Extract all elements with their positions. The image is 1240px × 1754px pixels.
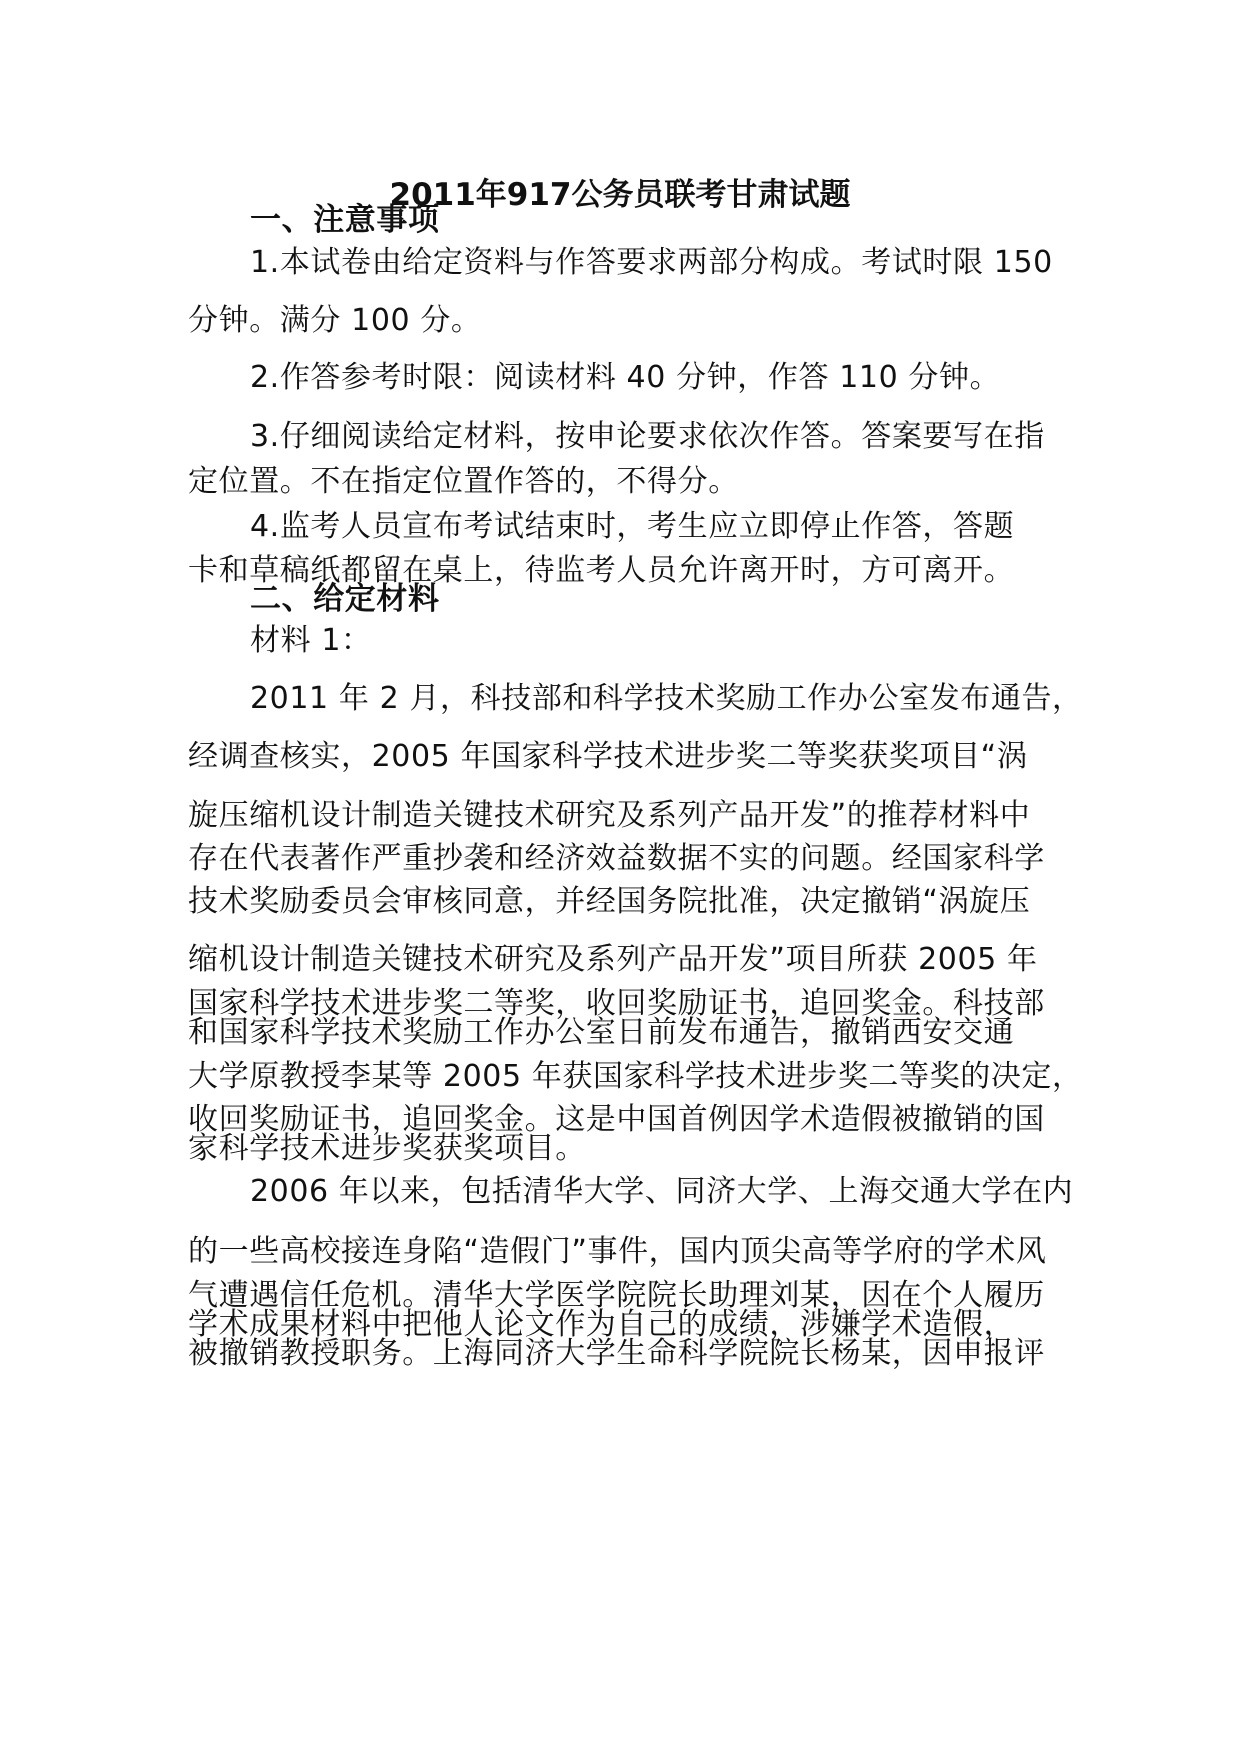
para2-line-5: 被撤销教授职务。上海同济大学生命科学院院长杨某，因申报评 xyxy=(188,1336,1045,1371)
para2-line-3: 气遭遇信任危机。清华大学医学院院长助理刘某，因在个人履历 xyxy=(188,1278,1045,1313)
para2-line-2: 的一些高校接连身陷“造假门”事件，国内顶尖高等学府的学术风 xyxy=(188,1234,1047,1269)
notice-item-1-line-2: 分钟。满分 100 分。 xyxy=(188,303,482,338)
para1-line-8: 和国家科学技术奖励工作办公室日前发布通告，撤销西安交通 xyxy=(188,1015,1015,1050)
notice-item-4-line-1: 4.监考人员宣布考试结束时，考生应立即停止作答，答题 xyxy=(250,509,1015,544)
para1-line-2: 经调查核实，2005 年国家科学技术进步奖二等奖获奖项目“涡 xyxy=(188,739,1028,774)
section-heading-notice: 一、注意事项 xyxy=(250,202,440,238)
para2-line-1: 2006 年以来，包括清华大学、同济大学、上海交通大学在内 xyxy=(250,1174,1074,1209)
notice-item-3-line-1: 3.仔细阅读给定材料，按申论要求依次作答。答案要写在指 xyxy=(250,419,1045,454)
notice-item-4-line-2: 卡和草稿纸都留在桌上，待监考人员允许离开时，方可离开。 xyxy=(188,553,1015,588)
document-title: 2011年917公务员联考甘肃试题 xyxy=(389,177,851,213)
para2-line-4: 学术成果材料中把他人论文作为自己的成绩，涉嫌学术造假， xyxy=(188,1307,1015,1342)
para1-line-9: 大学原教授李某等 2005 年获国家科学技术进步奖二等奖的决定， xyxy=(188,1059,1083,1094)
para1-line-7: 国家科学技术进步奖二等奖，收回奖励证书，追回奖金。科技部 xyxy=(188,986,1045,1021)
notice-item-1-line-1: 1.本试卷由给定资料与作答要求两部分构成。考试时限 150 xyxy=(250,245,1053,280)
para1-line-4: 存在代表著作严重抄袭和经济效益数据不实的问题。经国家科学 xyxy=(188,841,1045,876)
section-heading-materials: 二、给定材料 xyxy=(250,581,440,617)
notice-item-2-line-1: 2.作答参考时限：阅读材料 40 分钟，作答 110 分钟。 xyxy=(250,360,1001,395)
para1-line-1: 2011 年 2 月，科技部和科学技术奖励工作办公室发布通告， xyxy=(250,681,1083,716)
para1-line-3: 旋压缩机设计制造关键技术研究及系列产品开发”的推荐材料中 xyxy=(188,798,1031,833)
para1-line-11: 家科学技术进步奖获奖项目。 xyxy=(188,1131,586,1166)
material-label: 材料 1： xyxy=(250,623,372,658)
para1-line-5: 技术奖励委员会审核同意，并经国务院批准，决定撤销“涡旋压 xyxy=(188,884,1031,919)
notice-item-3-line-2: 定位置。不在指定位置作答的，不得分。 xyxy=(188,464,739,499)
para1-line-6: 缩机设计制造关键技术研究及系列产品开发”项目所获 2005 年 xyxy=(188,942,1038,977)
para1-line-10: 收回奖励证书，追回奖金。这是中国首例因学术造假被撤销的国 xyxy=(188,1102,1045,1137)
